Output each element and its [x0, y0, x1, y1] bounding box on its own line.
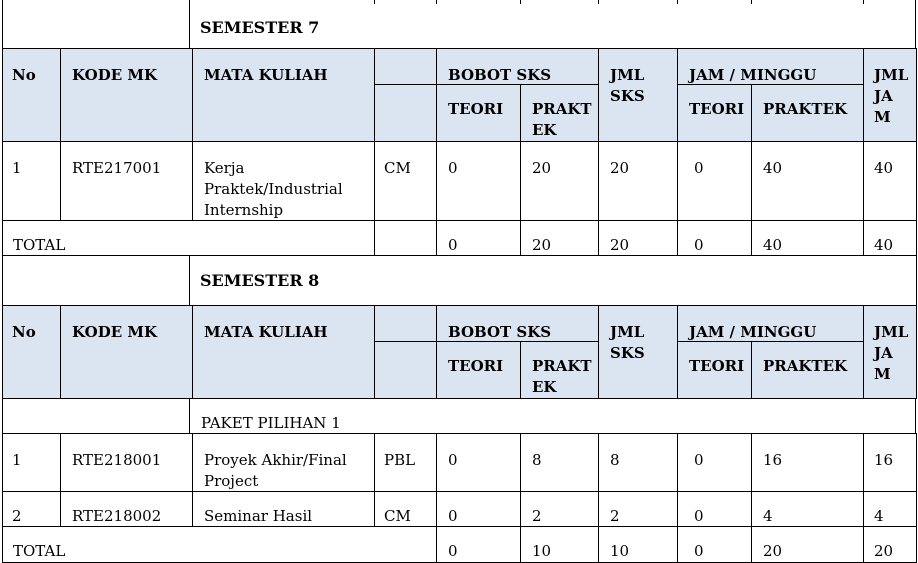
total-praktek: 10: [520, 526, 599, 563]
prev-col-divider: [436, 0, 437, 4]
total-jml-jam: 40: [863, 220, 917, 256]
header-mata-kuliah: MATA KULIAH: [192, 305, 375, 399]
header-jam-minggu: JAM / MINGGU: [677, 305, 864, 342]
table-cell-jam-teori: 0: [677, 433, 752, 492]
header-jam-teori: TEORI: [677, 84, 752, 142]
table-cell-jml-sks: 2: [598, 491, 678, 527]
table-cell-teori: 0: [436, 433, 521, 492]
total-teori: 0: [436, 526, 521, 563]
total-jam-praktek: 20: [751, 526, 864, 563]
table-cell-mata-kuliah: Seminar Hasil: [192, 491, 375, 527]
header-jam-praktek: PRAKTEK: [751, 341, 864, 399]
header-no: No: [2, 305, 61, 399]
table-cell-no: 2: [2, 491, 61, 527]
paket-left: [2, 398, 190, 434]
prev-col-divider: [863, 0, 864, 4]
header-kode-mk: KODE MK: [60, 48, 193, 142]
total-jml-sks: 20: [598, 220, 678, 256]
prev-col-divider: [520, 0, 521, 4]
table-cell-no: 1: [2, 433, 61, 492]
paket-pilihan-label: PAKET PILIHAN 1: [189, 398, 916, 434]
total-praktek: 20: [520, 220, 599, 256]
table-cell-praktek: 20: [520, 141, 599, 221]
table-cell-kode: RTE217001: [60, 141, 193, 221]
header-jml-jam: JML JA M: [863, 48, 917, 142]
header-type-top: [374, 305, 437, 342]
table-cell-jml-jam: 40: [863, 141, 917, 221]
table-cell-jam-teori: 0: [677, 141, 752, 221]
table-cell-praktek: 8: [520, 433, 599, 492]
header-bobot-sks: BOBOT SKS: [436, 305, 599, 342]
header-jml-sks: JML SKS: [598, 48, 678, 142]
table-cell-type: PBL: [374, 433, 437, 492]
total-label: TOTAL: [2, 526, 437, 563]
table-cell-praktek: 2: [520, 491, 599, 527]
header-jml-sks: JML SKS: [598, 305, 678, 399]
total-jam-praktek: 40: [751, 220, 864, 256]
header-type-top: [374, 48, 437, 85]
header-no: No: [2, 48, 61, 142]
table-cell-no: 1: [2, 141, 61, 221]
total-jml-sks: 10: [598, 526, 678, 563]
table-cell-jml-sks: 8: [598, 433, 678, 492]
header-kode-mk: KODE MK: [60, 305, 193, 399]
total-label: TOTAL: [2, 220, 375, 256]
table-cell-jam-praktek: 16: [751, 433, 864, 492]
semester-8-left: [2, 255, 190, 306]
table-cell-jam-teori: 0: [677, 491, 752, 527]
table-cell-jam-praktek: 40: [751, 141, 864, 221]
total-jml-jam: 20: [863, 526, 917, 563]
header-praktek: PRAKT EK: [520, 84, 599, 142]
semester-7-title: SEMESTER 7: [189, 0, 916, 49]
table-cell-kode: RTE218002: [60, 491, 193, 527]
table-cell-mata-kuliah: Proyek Akhir/Final Project: [192, 433, 375, 492]
prev-col-divider: [374, 0, 375, 4]
table-cell-teori: 0: [436, 491, 521, 527]
table-cell-kode: RTE218001: [60, 433, 193, 492]
table-cell-mata-kuliah: Kerja Praktek/Industrial Internship: [192, 141, 375, 221]
prev-col-divider: [598, 0, 599, 4]
semester-8-title: SEMESTER 8: [189, 255, 917, 306]
header-jml-jam: JML JA M: [863, 305, 917, 399]
total-teori: 0: [436, 220, 521, 256]
header-jam-praktek: PRAKTEK: [751, 84, 864, 142]
total-jam-teori: 0: [677, 526, 752, 563]
header-mata-kuliah: MATA KULIAH: [192, 48, 375, 142]
header-jam-minggu: JAM / MINGGU: [677, 48, 864, 85]
table-cell-jam-praktek: 4: [751, 491, 864, 527]
header-jam-teori: TEORI: [677, 341, 752, 399]
total-jam-teori: 0: [677, 220, 752, 256]
table-cell-teori: 0: [436, 141, 521, 221]
table-cell-jml-sks: 20: [598, 141, 678, 221]
table-cell-type: CM: [374, 491, 437, 527]
table-cell-jml-jam: 4: [863, 491, 917, 527]
prev-row-left: [2, 0, 190, 49]
total-type: [374, 220, 437, 256]
header-praktek: PRAKT EK: [520, 341, 599, 399]
header-type-bottom: [374, 84, 437, 142]
header-teori: TEORI: [436, 341, 521, 399]
header-bobot-sks: BOBOT SKS: [436, 48, 599, 85]
header-teori: TEORI: [436, 84, 521, 142]
table-cell-type: CM: [374, 141, 437, 221]
header-type-bottom: [374, 341, 437, 399]
prev-col-divider: [751, 0, 752, 4]
prev-col-divider: [677, 0, 678, 4]
table-cell-jml-jam: 16: [863, 433, 917, 492]
